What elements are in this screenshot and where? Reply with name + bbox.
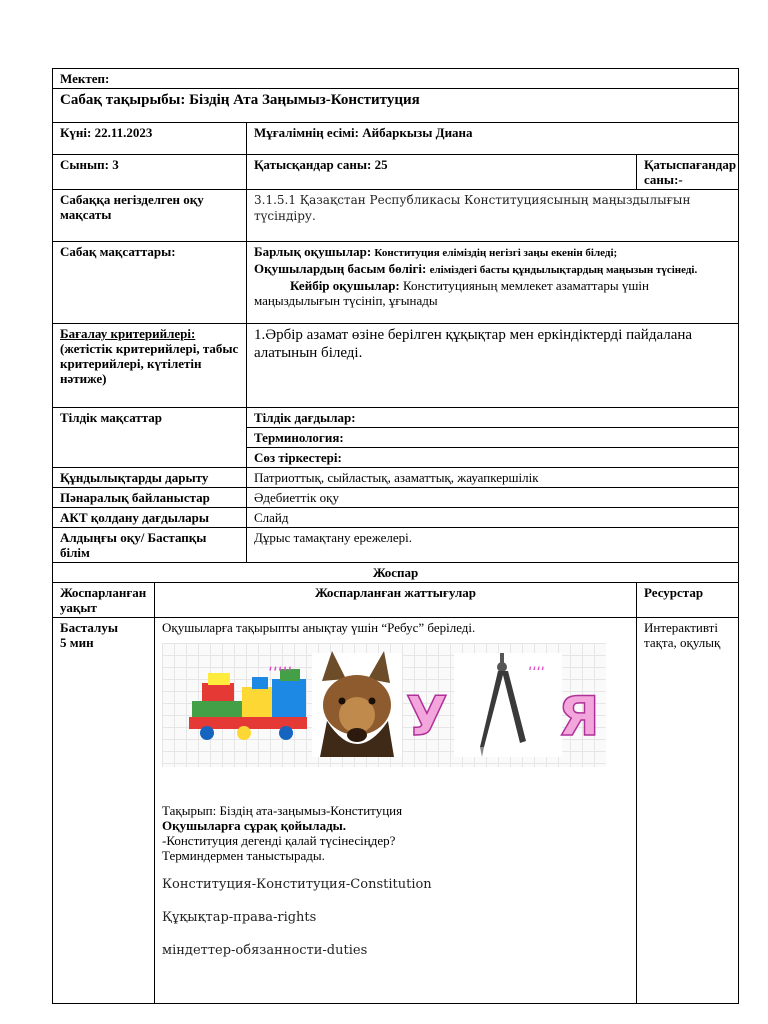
assessment-value-cell — [247, 324, 739, 408]
absent-value: - — [678, 172, 683, 187]
plan-resources: Интерактивті тақта, оқулық — [644, 620, 721, 650]
svg-text:͵͵͵͵͵: ͵͵͵͵͵ — [268, 652, 293, 671]
class-cell: Сынып: 3 — [53, 155, 247, 190]
goals-value-cell: Барлық оқушылар: Конституция еліміздің негізгі заңы екенін біледі; Оқушылардың басым бөлігі: еліміздегі басты құндылықтардың маңызын түсінеді. Кейбір оқушылар: Конституцияның мемлекет азаматтары үшін маңыздылығын түсініп, ұғынады — [247, 242, 739, 324]
assessment-value: 1.Әрбір азамат өзіне берілген құқықтар мен еркіндіктерді пайдалана алатынын біледі. — [254, 327, 693, 361]
terminology-cell: Терминология: — [247, 428, 739, 448]
plan-topic-line: Тақырып: Біздің ата-заңымыз-Конституция — [162, 803, 403, 818]
compass-icon — [454, 653, 562, 757]
topic-cell — [53, 89, 739, 123]
absent-cell: Қатыспағандар саны:- — [637, 155, 739, 190]
plan-resources-cell — [637, 618, 739, 1004]
rebus-letter-1: У — [406, 685, 448, 748]
rebus-letter-2: Я — [558, 685, 600, 748]
svg-text:͵͵͵͵: ͵͵͵͵ — [528, 655, 545, 671]
objective-value: 3.1.5.1 Қазақстан Республикасы Конституциясының маңыздылығын түсіндіру. — [254, 193, 691, 223]
language-label-cell: Тілдік мақсаттар — [53, 408, 247, 468]
plan-question: -Конституция дегенді қалай түсінесіңдер? — [162, 833, 396, 848]
plan-intro: Оқушыларға тақырыпты анықтау үшін “Ребус” беріледі. — [162, 620, 476, 635]
cross-value-cell: Әдебиеттік оқу — [247, 488, 739, 508]
plan-col-activity: Жоспарланған жаттығулар — [155, 583, 637, 618]
values-label-cell: Құндылықтарды дарыту — [53, 468, 247, 488]
date-cell: Күні: 22.11.2023 — [53, 123, 247, 155]
plan-terms-intro: Терминдермен таныстырады. — [162, 848, 325, 863]
teacher-value: Айбаркызы Диана — [362, 125, 473, 140]
assessment-label-cell: Бағалау критерийлері: (жетістік критерийлері, табыс критерийлері, күтілетін нәтиже) — [53, 324, 247, 408]
term-1: Конституция-Конституция-Constitution — [162, 877, 432, 892]
lego-train-icon — [189, 669, 307, 740]
teacher-cell: Мұғалімнің есімі: Айбаркызы Диана — [247, 123, 739, 155]
objective-label-cell: Сабаққа негізделген оқу мақсаты — [53, 190, 247, 242]
language-skills-cell: Тілдік дағдылар: — [247, 408, 739, 428]
objective-value-cell — [247, 190, 739, 242]
date-value: 22.11.2023 — [94, 125, 153, 140]
goals-label-cell: Сабақ мақсаттары: — [53, 242, 247, 324]
ict-label-cell: АКТ қолдану дағдылары — [53, 508, 247, 528]
plan-col-time: Жоспарланған уақыт — [53, 583, 155, 618]
phrases-cell: Сөз тіркестері: — [247, 448, 739, 468]
rebus-image — [162, 643, 606, 767]
dog-icon — [312, 651, 402, 757]
plan-question-head: Оқушыларға сұрақ қойылады. — [162, 818, 347, 833]
lesson-plan-table — [52, 68, 739, 1004]
ict-value-cell: Слайд — [247, 508, 739, 528]
term-2: Құқықтар-права-rights — [162, 910, 317, 925]
plan-stage-cell: Басталуы 5 мин — [53, 618, 155, 1004]
present-value: 25 — [374, 157, 388, 172]
prior-label-cell: Алдыңғы оқу/ Бастапқы білім — [53, 528, 247, 563]
lesson-plan — [52, 68, 738, 1004]
cross-label-cell: Пәнаралық байланыстар — [53, 488, 247, 508]
topic-label: Сабақ тақырыбы: — [60, 92, 186, 108]
plan-title-cell: Жоспар — [53, 563, 739, 583]
term-3: міндеттер-обязанности-duties — [162, 943, 368, 958]
school-cell: Мектеп: — [53, 69, 739, 89]
class-value: 3 — [112, 157, 119, 172]
values-value-cell: Патриоттық, сыйластық, азаматтық, жауапкершілік — [247, 468, 739, 488]
topic-value: Біздің Ата Заңымыз-Конституция — [189, 92, 420, 108]
prior-value-cell: Дұрыс тамақтану ережелері. — [247, 528, 739, 563]
plan-activity-cell — [155, 618, 637, 1004]
present-cell: Қатысқандар саны: 25 — [247, 155, 637, 190]
plan-col-resources: Ресурстар — [637, 583, 739, 618]
rebus-picture — [162, 643, 606, 767]
